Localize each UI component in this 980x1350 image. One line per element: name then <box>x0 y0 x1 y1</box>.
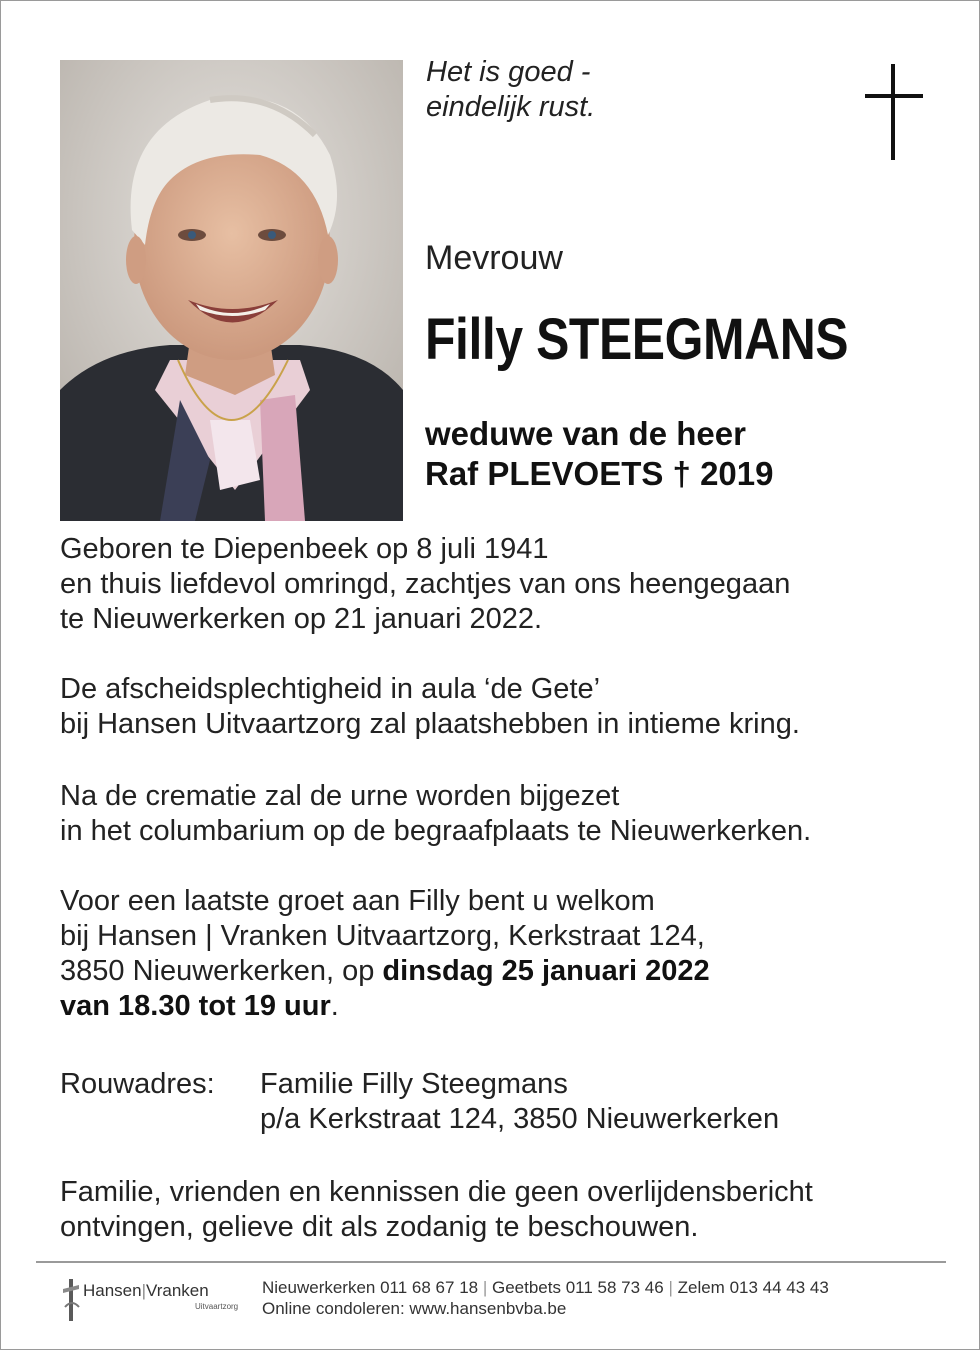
visit-line-1: Voor een laatste groet aan Filly bent u welkom <box>60 885 655 917</box>
phone-zelem: Zelem 013 44 43 43 <box>677 1278 829 1297</box>
footer-phones <box>262 1277 829 1298</box>
cross-icon <box>865 64 923 160</box>
footer-separator-1: | <box>482 1278 488 1297</box>
rouwadres-line-2: p/a Kerkstraat 124, 3850 Nieuwerkerken <box>260 1103 780 1135</box>
visit-date: dinsdag 25 januari 2022 <box>382 955 710 987</box>
funeral-home-logo <box>63 1273 238 1325</box>
cremation-paragraph <box>60 779 940 849</box>
visit-line-3-plain: 3850 Nieuwerkerken, op <box>60 955 383 987</box>
logo-brand-left: Hansen <box>83 1281 142 1300</box>
closing-line-1: Familie, vrienden en kennissen die geen overlijdensbericht <box>60 1176 813 1208</box>
rouwadres-line-1: Familie Filly Steegmans <box>260 1068 568 1100</box>
ceremony-line-2: bij Hansen Uitvaartzorg zal plaatshebben in intieme kring. <box>60 708 800 740</box>
rouwadres-label: Rouwadres: <box>60 1068 215 1100</box>
portrait-illustration <box>60 60 403 521</box>
deceased-name: Filly STEEGMANS <box>425 307 849 372</box>
footer-separator-2: | <box>668 1278 673 1297</box>
portrait-photo <box>60 60 403 521</box>
birth-line-1: Geboren te Diepenbeek op 8 juli 1941 <box>60 533 549 565</box>
salutation: Mevrouw <box>425 239 563 277</box>
logo-subtitle: Uitvaartzorg <box>195 1302 239 1311</box>
ceremony-paragraph <box>60 672 940 742</box>
logo-brand <box>83 1281 209 1301</box>
logo-brand-separator: | <box>141 1281 147 1300</box>
ceremony-line-1: De afscheidsplechtigheid in aula ‘de Gete’ <box>60 673 601 705</box>
logo-mark-icon <box>63 1277 81 1321</box>
footer-contact <box>262 1277 829 1319</box>
birth-paragraph <box>60 532 940 637</box>
visit-line-2: bij Hansen | Vranken Uitvaartzorg, Kerkstraat 124, <box>60 920 705 952</box>
visit-paragraph <box>60 884 940 1024</box>
spouse-line-1: weduwe van de heer <box>425 415 746 452</box>
spouse-line-2: Raf PLEVOETS † 2019 <box>425 455 774 492</box>
online-condolences-link[interactable]: Online condoleren: www.hansenbvba.be <box>262 1299 567 1318</box>
visit-time: van 18.30 tot 19 uur <box>60 990 331 1022</box>
closing-line-2: ontvingen, gelieve dit als zodanig te beschouwen. <box>60 1211 699 1243</box>
motto <box>426 55 595 125</box>
visit-line-3 <box>60 954 940 989</box>
motto-line-2: eindelijk rust. <box>426 91 596 123</box>
visit-line-4 <box>60 989 940 1024</box>
footer-divider <box>36 1261 946 1263</box>
phone-geetbets: Geetbets 011 58 73 46 <box>492 1278 664 1297</box>
phone-nieuwerkerken: Nieuwerkerken 011 68 67 18 <box>262 1278 479 1297</box>
cremation-line-2: in het columbarium op de begraafplaats te Nieuwerkerken. <box>60 815 812 847</box>
rouwadres-address <box>260 1067 779 1137</box>
closing-paragraph <box>60 1175 940 1245</box>
birth-line-3: te Nieuwerkerken op 21 januari 2022. <box>60 603 543 635</box>
logo-brand-right: Vranken <box>146 1281 209 1300</box>
birth-line-2: en thuis liefdevol omringd, zachtjes van ons heengegaan <box>60 568 791 600</box>
cremation-line-1: Na de crematie zal de urne worden bijgezet <box>60 780 620 812</box>
spouse-info <box>425 414 773 494</box>
visit-line-4-end: . <box>330 990 339 1022</box>
motto-line-1: Het is goed - <box>426 56 591 88</box>
